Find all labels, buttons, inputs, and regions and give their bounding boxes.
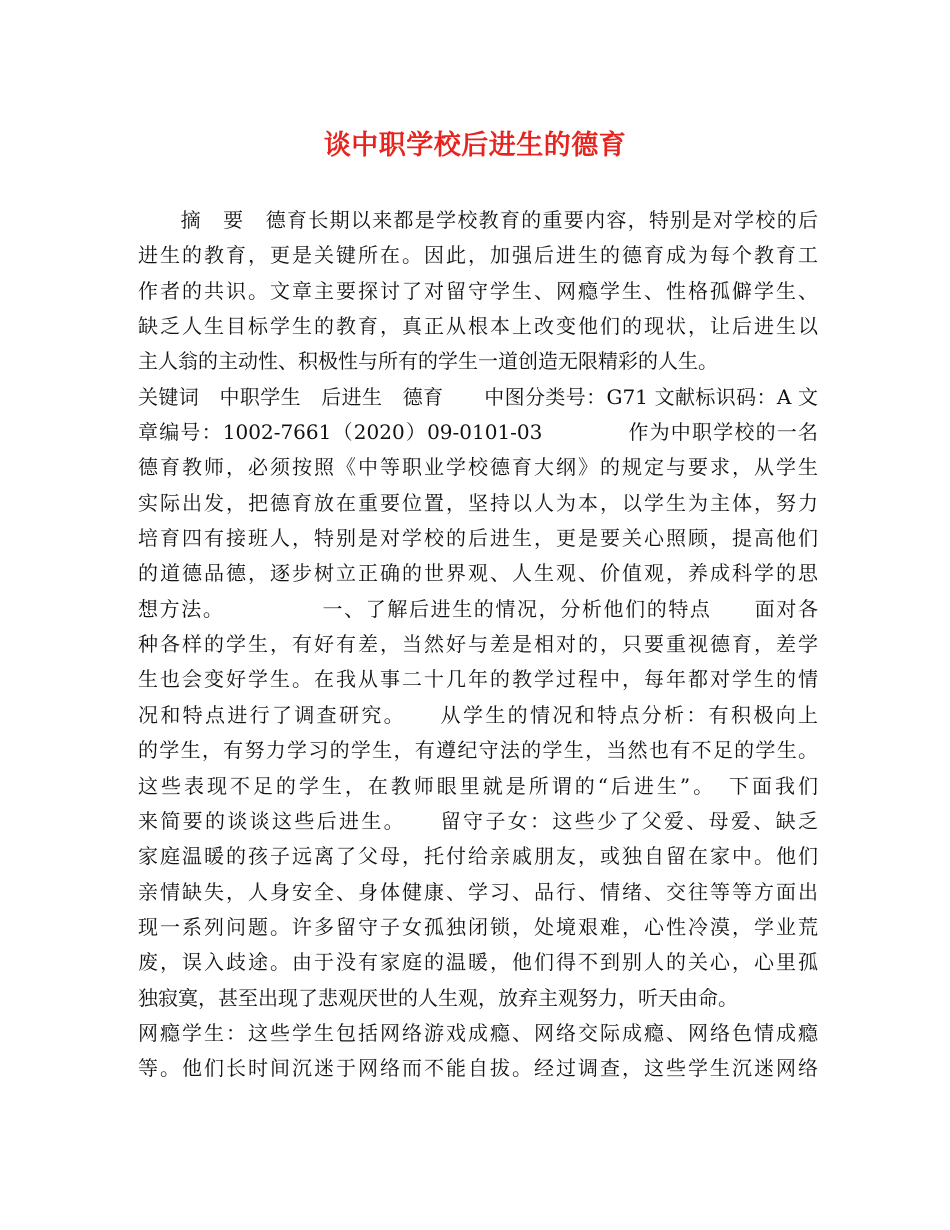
body-line: 等。他们长时间沉迷于网络而不能自拔。经过调查，这些学生沉迷网络 [138,1056,818,1081]
body-line: 培育四有接班人，特别是对学校的后进生，更是要关心照顾，提高他们 [138,526,818,551]
body-line: 这些表现不足的学生，在教师眼里就是所谓的“后进生”。 下面我们 [138,773,818,798]
body-line: 独寂寞，甚至出现了悲观厌世的人生观，放弃主观努力，听天由命。 [138,985,738,1010]
body-line: 生也会变好学生。在我从事二十几年的教学过程中，每年都对学生的情 [138,667,818,692]
body-line: 的道德品德，逐步树立正确的世界观、人生观、价值观，养成科学的思 [138,561,818,586]
body-line: 况和特点进行了调查研究。 从学生的情况和特点分析：有积极向上 [138,702,818,727]
body-line: 章编号：1002-7661（2020）09-0101-03 作为中职学校的一名 [138,420,818,445]
body-line: 德育教师，必须按照《中等职业学校德育大纲》的规定与要求，从学生 [138,455,818,480]
body-line: 想方法。 一、了解后进生的情况，分析他们的特点 面对各 [138,596,818,621]
body-line: 亲情缺失，人身安全、身体健康、学习、品行、情绪、交往等等方面出 [138,879,818,904]
body-line: 现一系列问题。许多留守子女孤独闭锁，处境艰难，心性冷漠，学业荒 [138,914,818,939]
body-line: 摘 要 德育长期以来都是学校教育的重要内容，特别是对学校的后 [138,208,818,232]
document-title: 谈中职学校后进生的德育 [323,130,627,161]
body-line: 的学生，有努力学习的学生，有遵纪守法的学生，当然也有不足的学生。 [138,738,818,763]
body-line: 网瘾学生：这些学生包括网络游戏成瘾、网络交际成瘾、网络色情成瘾 [138,1020,818,1045]
body-line: 关键词 中职学生 后进生 德育 中图分类号：G71 文献标识码：A 文 [138,384,818,409]
body-line: 进生的教育，更是关键所在。因此，加强后进生的德育成为每个教育工 [138,243,818,268]
body-line: 种各样的学生，有好有差，当然好与差是相对的，只要重视德育，差学 [138,632,818,657]
document-body [138,203,818,1087]
body-line: 缺乏人生目标学生的教育，真正从根本上改变他们的现状，让后进生以 [138,314,818,339]
body-line: 废，误入歧途。由于没有家庭的温暖，他们得不到别人的关心，心里孤 [138,950,818,975]
body-line: 来简要的谈谈这些后进生。 留守子女：这些少了父爱、母爱、缺乏 [138,808,818,833]
body-line: 作者的共识。文章主要探讨了对留守学生、网瘾学生、性格孤僻学生、 [138,278,818,303]
body-line: 主人翁的主动性、积极性与所有的学生一道创造无限精彩的人生。 [138,349,718,374]
body-line: 实际出发，把德育放在重要位置，坚持以人为本，以学生为主体，努力 [138,490,818,515]
body-line: 家庭温暖的孩子远离了父母，托付给亲戚朋友，或独自留在家中。他们 [138,844,818,869]
